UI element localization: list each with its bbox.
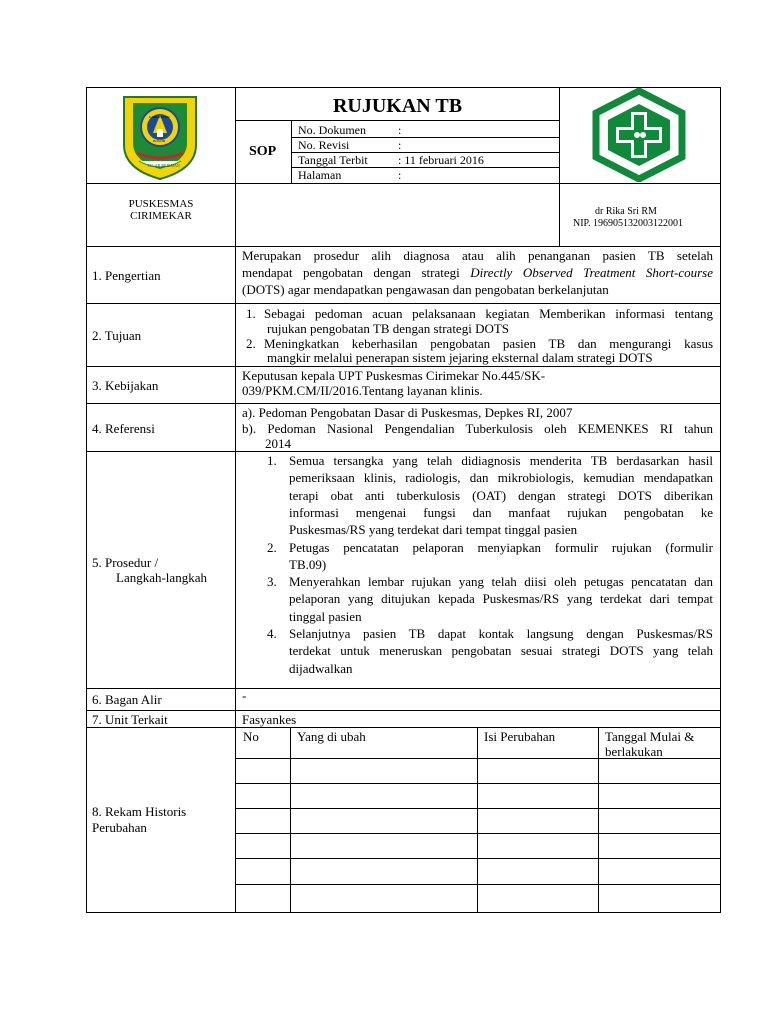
prosedur-step-2-num: 2. (267, 539, 277, 555)
meta-label-halaman: Halaman (298, 168, 342, 182)
prosedur-step-1-line: Puskesmas/RS yang terdekat dari tempat tinggal pasien (289, 522, 578, 538)
rekam-header-tanggal-1: Tanggal Mulai & (605, 729, 695, 744)
rekam-header-tanggal-2: berlakukan (605, 744, 663, 759)
prosedur-step-2-line: Petugas pencatatan pelaporan menyiapkan formulir rujukan (formulir (289, 539, 713, 555)
label-tujuan: 2. Tujuan (92, 328, 142, 343)
label-rekam-2: Perubahan (92, 820, 147, 835)
kebijakan-line2: 039/PKM.CM/II/2016.Tentang layanan klinis. (242, 383, 483, 398)
prosedur-step-4-line: Selanjutnya pasien TB dapat kontak langsung dengan Puskesmas/RS (289, 626, 713, 641)
label-bagan-alir: 6. Bagan Alir (92, 692, 162, 707)
rekam-header-no: No (243, 729, 259, 744)
meta-value-tanggal: : 11 februari 2016 (398, 153, 484, 167)
prosedur-step-1-line: Semua tersangka yang telah didiagnosis menderita TB berdasarkan hasil (289, 453, 713, 468)
pengertian-line3: (DOTS) agar mendapatkan pengawasan dan pengobatan berkelanjutan (242, 282, 609, 297)
rekam-header-isi: Isi Perubahan (484, 729, 556, 744)
label-prosedur-2: Langkah-langkah (116, 570, 207, 585)
org-name-line2: CIRIMEKAR (130, 210, 192, 222)
puskesmas-logo (586, 88, 692, 182)
regency-logo (119, 93, 201, 181)
label-kebijakan: 3. Kebijakan (92, 378, 159, 393)
rekam-header-yang-diubah: Yang di ubah (297, 729, 366, 744)
prosedur-step-1-num: 1. (267, 453, 277, 468)
prosedur-step-1-line: pemeriksaan klinis, radiologis, dan mikrobiologis, kemudian mendapatkan (289, 470, 713, 486)
meta-label-tanggal: Tanggal Terbit (298, 153, 368, 167)
tujuan-item-2-l2: mangkir melalui penerapan sistem jejaring eksternal dalam strategi DOTS (267, 350, 653, 365)
sop-label: SOP (249, 144, 277, 159)
prosedur-step-2-line: TB.09) (289, 556, 327, 572)
org-name-line1: PUSKESMAS (128, 198, 194, 210)
label-pengertian: 1. Pengertian (92, 268, 161, 283)
meta-label-revisi: No. Revisi (298, 138, 350, 152)
pengertian-line2 (242, 265, 713, 280)
prosedur-step-3-line: tinggal pasien (289, 608, 362, 624)
unit-terkait-value: Fasyankes (242, 712, 297, 727)
meta-value-revisi: : (398, 138, 402, 152)
signer-nip: NIP. 196905132003122001 (573, 218, 684, 229)
prosedur-step-3-line: pelaporan yang ditujukan kepada Puskesmas/RS yang terdekat dari tempat (289, 591, 713, 607)
referensi-line2: b). Pedoman Nasional Pengendalian Tuberkulosis oleh KEMENKES RI tahun (242, 421, 713, 436)
logo-text-kabupaten: KABUPATEN (149, 115, 170, 119)
pengertian-dots-term: Directly Observed Treatment Short-course (470, 265, 714, 280)
pengertian-text-1: Merupakan prosedur alih diagnosa atau alih penanganan pasien TB setelah (242, 248, 713, 263)
prosedur-step-4-line: dijadwalkan (289, 660, 353, 676)
prosedur-step-1-line: terapi obat anti tuberkulosis (OAT) dengan strategi DOTS diberikan (289, 487, 713, 503)
label-prosedur-1: 5. Prosedur / (92, 555, 159, 570)
meta-label-dokumen: No. Dokumen (298, 123, 366, 137)
logo-motto: TEGAR BERIMAN (147, 163, 180, 168)
pengertian-text-2: mendapat pengobatan dengan strategi (242, 265, 471, 280)
signer-name: dr Rika Sri RM (595, 206, 657, 217)
tujuan-item-1-l1: Sebagai pedoman acuan pelaksanaan kegiatan Memberikan informasi tentang (264, 306, 713, 321)
tujuan-item-2-l1: Meningkatkan keberhasilan pengobatan pasien TB dan mengurangi kasus (264, 336, 713, 351)
label-referensi: 4. Referensi (92, 421, 155, 436)
prosedur-step-1-line: informasi mengenai fungsi dan manfaat rujukan pengobatan ke (289, 504, 713, 520)
logo-text-bogor: BOGOR (153, 139, 166, 143)
bagan-alir-value: - (242, 688, 247, 703)
document-title: RUJUKAN TB (332, 95, 463, 117)
label-unit-terkait: 7. Unit Terkait (92, 712, 168, 727)
meta-value-dokumen: : (398, 123, 402, 137)
kebijakan-line1: Keputusan kepala UPT Puskesmas Cirimekar No.445/SK- (242, 368, 546, 383)
tujuan-item-2-num: 2. (246, 336, 256, 351)
prosedur-step-4-line: terdekat untuk meneruskan pengobatan sesuai strategi DOTS yang telah (289, 643, 713, 659)
prosedur-step-4-num: 4. (267, 626, 277, 641)
meta-value-halaman: : (398, 168, 402, 182)
referensi-line1: a). Pedoman Pengobatan Dasar di Puskesmas, Depkes RI, 2007 (242, 405, 573, 420)
referensi-line3: 2014 (265, 436, 291, 451)
tujuan-item-1-num: 1. (246, 306, 256, 321)
prosedur-step-3-num: 3. (267, 574, 277, 590)
label-rekam-1: 8. Rekam Historis (92, 804, 187, 819)
tujuan-item-1-l2: rujukan pengobatan TB dengan strategi DOTS (267, 321, 510, 336)
prosedur-step-3-line: Menyerahkan lembar rujukan yang telah diisi oleh petugas pencatatan dan (289, 574, 713, 590)
pengertian-line1 (242, 248, 713, 263)
